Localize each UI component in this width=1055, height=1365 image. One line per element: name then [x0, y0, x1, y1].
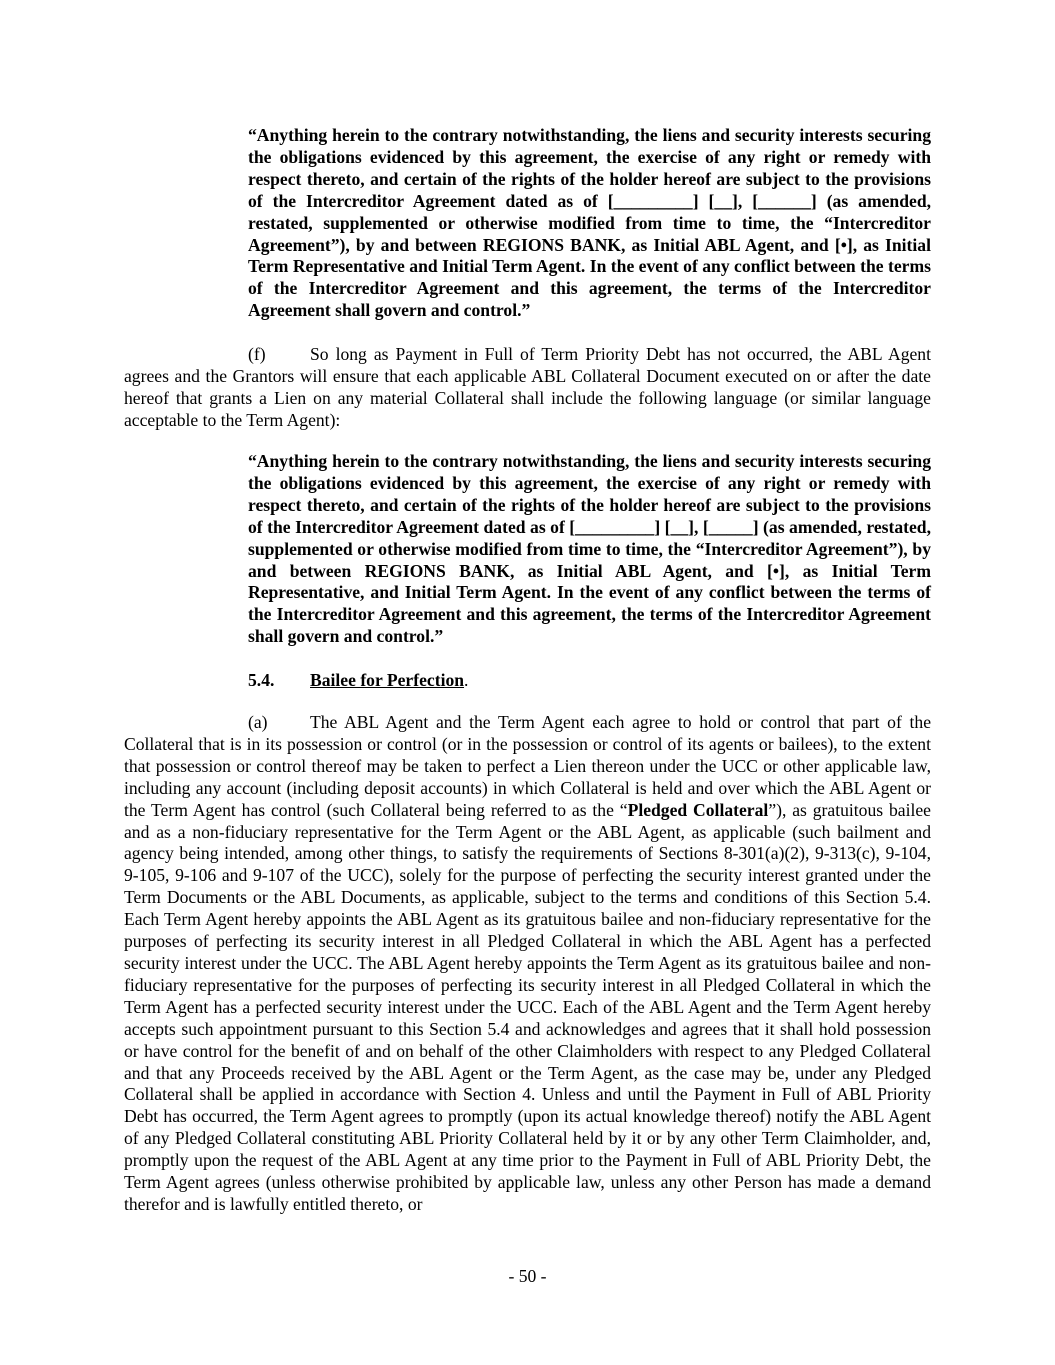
defined-term-pledged-collateral: Pledged Collateral — [627, 799, 769, 820]
section-title: Bailee for Perfection — [310, 670, 465, 690]
legend-quote-term: “Anything herein to the contrary notwithstanding, the liens and security interests securing the obligations evidenced by this agreement, the exercise of any right or remedy with respect thereto, and certain of the rights of the holder hereof are subject to the provisions of the Intercreditor Agreement dated as of [_________] [__], [______] (as amended, restated, supplemented or otherwise modified from time to time, the “Intercreditor Agreement”), by and between REGIONS BANK, as Initial ABL Agent, and [•], as Initial Term Representative and Initial Term Agent. In the event of any conflict between the terms of the Intercreditor Agreement and this agreement, the terms of the Intercreditor Agreement shall govern and control.” — [248, 125, 931, 321]
section-heading — [248, 670, 468, 692]
paragraph-f-label: (f) — [248, 344, 266, 364]
paragraph-a-text-1: The ABL Agent and the Term Agent each agree to hold or control that part of the Collateral that is in its possession or control (or in the possession or control of its agents or bailees), to the extent that possession or control thereof may be taken to perfect a Lien thereon under the UCC or other applicable law, including any account (including deposit accounts) in which Collateral is held and over which the ABL Agent or the Term Agent has control (such Collateral being referred to as the “ — [124, 712, 931, 820]
page-number: - 50 - — [508, 1266, 547, 1286]
paragraph-f-text: So long as Payment in Full of Term Priority Debt has not occurred, the ABL Agent agrees and the Grantors will ensure that each applicable ABL Collateral Document executed on or after the date hereof that grants a Lien on any material Collateral shall include the following language (or similar language acceptable to the Term Agent): — [124, 344, 931, 430]
legend-quote-abl: “Anything herein to the contrary notwithstanding, the liens and security interests securing the obligations evidenced by this agreement, the exercise of any right or remedy with respect thereto, and certain of the rights of the holder hereof are subject to the provisions of the Intercreditor Agreement dated as of [_________] [__], [_____] (as amended, restated, supplemented or otherwise modified from time to time, the “Intercreditor Agreement”), by and between REGIONS BANK, as Initial ABL Agent, and [•], as Initial Term Representative, and Initial Term Agent. In the event of any conflict between the terms of the Intercreditor Agreement and this agreement, the terms of the Intercreditor Agreement shall govern and control.” — [248, 451, 931, 647]
section-number: 5.4. — [248, 670, 275, 690]
paragraph-a-label: (a) — [248, 712, 268, 732]
paragraph-a — [124, 712, 931, 1216]
paragraph-f — [124, 344, 931, 432]
paragraph-a-text-2: ”), as gratuitous bailee and as a non-fiduciary representative for the Term Agent or the ABL Agent, as applicable (such bailment and agency being intended, among other things, to satisfy the requirements of Sections 8-301(a)(2), 9-313(c), 9-104, 9-105, 9-106 and 9-107 of the UCC), solely for the purpose of perfecting the security interest granted under the Term Documents or the ABL Documents, as applicable, subject to the terms and conditions of this Section 5.4. Each Term Agent hereby appoints the ABL Agent as its gratuitous bailee and non-fiduciary representative for the purposes of perfecting its security interest in all Pledged Collateral in which the ABL Agent has a perfected security interest under the UCC. The ABL Agent hereby appoints the Term Agent as its gratuitous bailee and non-fiduciary representative for the purposes of perfecting its security interest in all Pledged Collateral in which the Term Agent has a perfected security interest under the UCC. Each of the ABL Agent and the Term Agent hereby accepts such appointment pursuant to this Section 5.4 and acknowledges and agrees that it shall hold possession or have control for the benefit of and on behalf of the other Claimholders with respect to any Pledged Collateral and that any Proceeds received by the ABL Agent or the Term Agent, as the case may be, under any Pledged Collateral shall be applied in accordance with Section 4. Unless and until the Payment in Full of ABL Priority Debt has occurred, the Term Agent agrees to promptly (upon its actual knowledge thereof) notify the ABL Agent of any Pledged Collateral constituting ABL Priority Collateral held by it or by any other Term Claimholder, and, promptly upon the request of the ABL Agent at any time prior to the Payment in Full of ABL Priority Debt, the Term Agent agrees (unless otherwise prohibited by applicable law, unless any other Person has made a demand therefor and is lawfully entitled thereto, or — [124, 799, 931, 1214]
section-title-period: . — [464, 670, 469, 690]
